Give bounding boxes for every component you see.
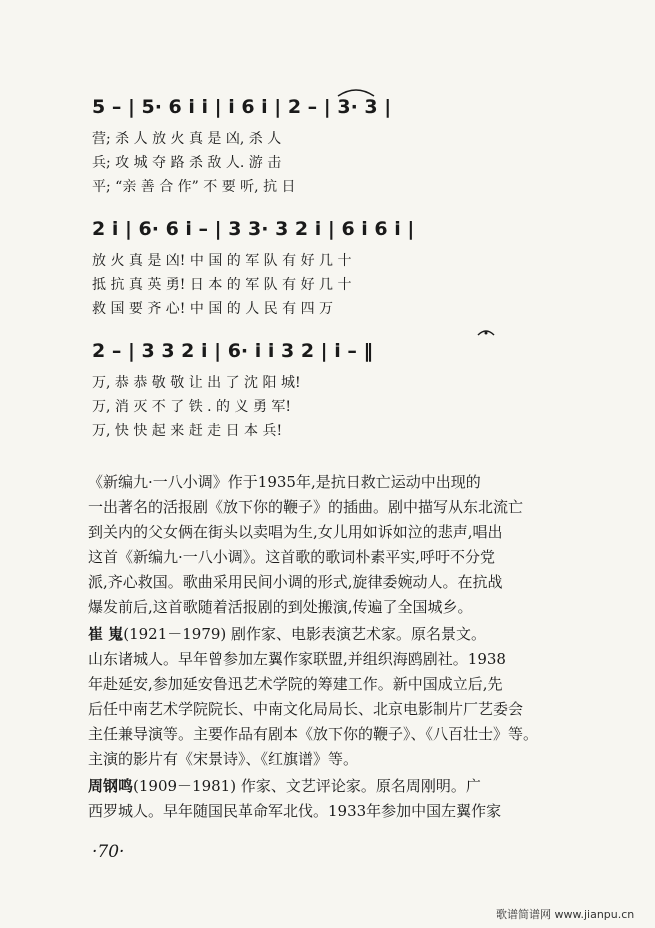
paragraph-song-description [88, 470, 568, 620]
bio-name: 周钢鸣 [88, 777, 134, 795]
text-line: (1921－1979) 剧作家、电影表演艺术家。原名景文。 [123, 625, 487, 643]
slur-marks [0, 0, 655, 440]
score-system-1-notes: 5 – | 5· 6 i i | i 6 i | 2 – | 3· 3 | [92, 96, 392, 118]
text-line: 主任兼导演等。主要作品有剧本《放下你的鞭子》、《八百壮士》等。 [88, 725, 539, 743]
text-line: 《新编九·一八小调》作于1935年,是抗日救亡运动中出现的 [88, 473, 481, 491]
lyric-line: 万, 恭 恭 敬 敬 让 出 了 沈 阳 城! [92, 375, 301, 391]
text-line: 一出著名的活报剧《放下你的鞭子》的插曲。剧中描写从东北流亡 [88, 498, 524, 516]
paragraph-zhou-gangming-bio [88, 774, 568, 824]
text-line: 主演的影片有《宋景诗》、《红旗谱》等。 [88, 750, 359, 768]
lyric-line: 万, 消 灭 不 了 铁 . 的 义 勇 军! [92, 399, 292, 415]
text-line: 后任中南艺术学院院长、中南文化局局长、北京电影制片厂艺委会 [88, 700, 524, 718]
page-number: ·70· [92, 842, 125, 862]
slur-mark [338, 90, 374, 96]
fermata-dot [485, 332, 488, 335]
site-watermark: 歌谱简谱网 www.jianpu.cn [496, 908, 635, 921]
lyric-line: 放 火 真 是 凶! 中 国 的 军 队 有 好 几 十 [92, 253, 352, 269]
text-line: 这首《新编九·一八小调》。这首歌的歌词朴素平实,呼吁不分党 [88, 548, 496, 566]
text-line: 西罗城人。早年随国民革命军北伐。1933年参加中国左翼作家 [88, 802, 502, 820]
text-line: (1909－1981) 作家、文艺评论家。原名周刚明。广 [133, 777, 481, 795]
text-line: 派,齐心救国。歌曲采用民间小调的形式,旋律委婉动人。在抗战 [88, 573, 503, 591]
bio-name: 崔 嵬 [88, 625, 124, 643]
paragraph-cui-wei-bio [88, 622, 568, 772]
lyric-line: 平; “亲 善 合 作” 不 要 听, 抗 日 [92, 179, 296, 195]
lyric-line: 抵 抗 真 英 勇! 日 本 的 军 队 有 好 几 十 [92, 277, 352, 293]
lyric-line: 万, 快 快 起 来 赶 走 日 本 兵! [92, 423, 283, 439]
text-line: 年赴延安,参加延安鲁迅艺术学院的筹建工作。新中国成立后,先 [88, 675, 503, 693]
text-line: 到关内的父女俩在街头以卖唱为生,女儿用如诉如泣的悲声,唱出 [88, 523, 503, 541]
lyric-line: 救 国 要 齐 心! 中 国 的 人 民 有 四 万 [92, 301, 334, 317]
lyric-line: 营; 杀 人 放 火 真 是 凶, 杀 人 [92, 131, 282, 147]
score-system-3-notes: 2 – | 3 3 2 i | 6· i i 3 2 | i – ‖ [92, 340, 373, 362]
lyric-line: 兵; 攻 城 夺 路 杀 敌 人. 游 击 [92, 155, 282, 171]
score-system-2-notes: 2 i | 6· 6 i – | 3 3· 3 2 i | 6 i 6 i | [92, 218, 415, 240]
text-line: 爆发前后,这首歌随着活报剧的到处搬演,传遍了全国城乡。 [88, 598, 473, 616]
text-line: 山东诸城人。早年曾参加左翼作家联盟,并组织海鸥剧社。1938 [88, 650, 506, 668]
